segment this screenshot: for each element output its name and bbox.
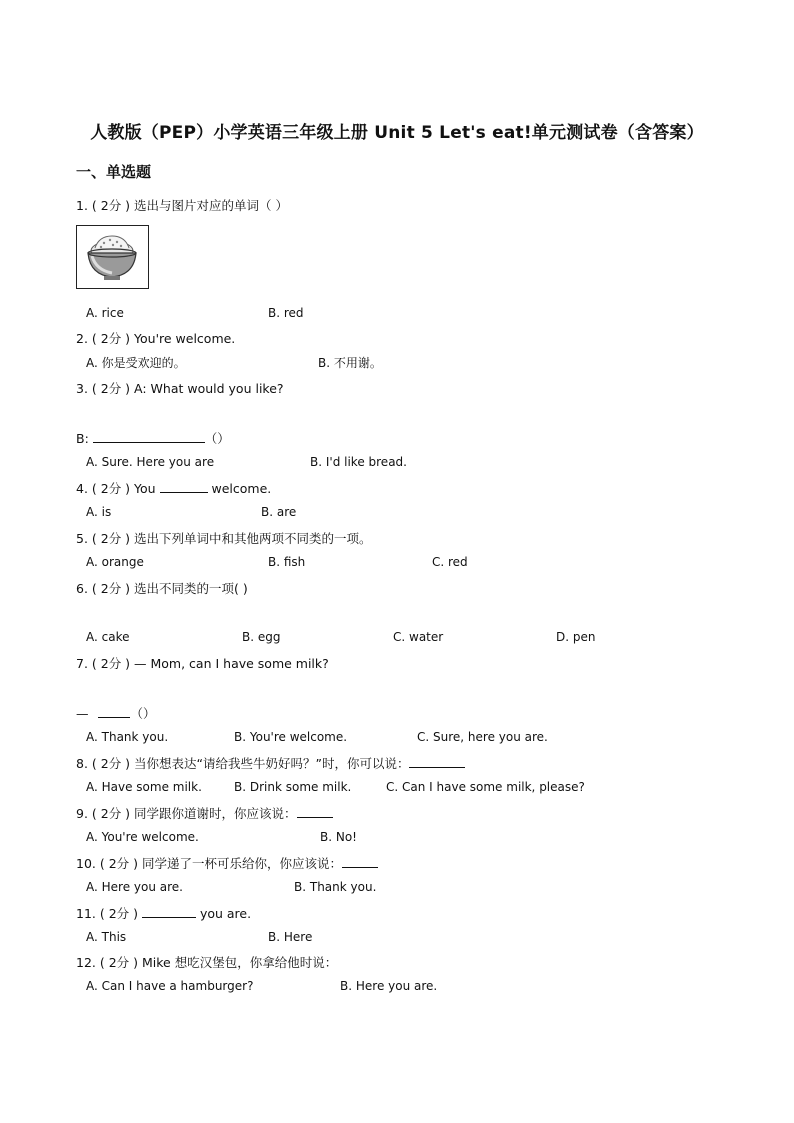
q8-option-c[interactable]: C. Can I have some milk, please?: [386, 780, 585, 794]
q11-stem-suffix: you are.: [195, 906, 252, 921]
rice-bowl-icon: [76, 225, 149, 289]
q6-option-a[interactable]: A. cake: [86, 630, 130, 644]
question-4-stem: [76, 479, 271, 497]
q1-option-a[interactable]: A. rice: [86, 306, 124, 320]
q7-answer-prefix: —: [76, 706, 93, 721]
q5-option-c[interactable]: C. red: [432, 555, 468, 569]
q8-stem-text: 8. ( 2分 ) 当你想表达“请给我些牛奶好吗？”时，你可以说：: [76, 756, 410, 771]
q3-option-a[interactable]: A. Sure. Here you are: [86, 455, 215, 469]
question-7-answer-line: [76, 704, 156, 722]
question-6-stem: 6. ( 2分 ) 选出不同类的一项( ): [76, 581, 248, 596]
q9-option-b[interactable]: B. No!: [320, 830, 357, 844]
question-9-stem: [76, 804, 333, 822]
q5-option-b[interactable]: B. fish: [268, 555, 306, 569]
q10-option-b[interactable]: B. Thank you.: [294, 880, 377, 894]
q3-answer-blank[interactable]: [93, 431, 205, 443]
q7-option-a[interactable]: A. Thank you.: [86, 730, 169, 744]
question-3-stem: 3. ( 2分 ) A: What would you like?: [76, 381, 284, 396]
q7-option-c[interactable]: C. Sure, here you are.: [417, 730, 548, 744]
q10-option-a[interactable]: A. Here you are.: [86, 880, 183, 894]
q11-option-b[interactable]: B. Here: [268, 930, 313, 944]
question-5-stem: 5. ( 2分 ) 选出下列单词中和其他两项不同类的一项。: [76, 531, 372, 546]
q3-answer-suffix: （）: [204, 431, 230, 446]
q12-option-b[interactable]: B. Here you are.: [340, 979, 438, 993]
question-12-stem: 12. ( 2分 ) Mike 想吃汉堡包，你拿给他时说：: [76, 955, 338, 970]
q4-stem-prefix: 4. ( 2分 ) You: [76, 481, 160, 496]
q7-answer-blank[interactable]: [98, 706, 130, 718]
q9-stem-text: 9. ( 2分 ) 同学跟你道谢时，你应该说：: [76, 806, 297, 821]
q11-blank[interactable]: [142, 906, 196, 918]
question-1-stem: 1. ( 2分 ) 选出与图片对应的单词（ ）: [76, 198, 289, 213]
q8-option-a[interactable]: A. Have some milk.: [86, 780, 202, 794]
question-11-stem: [76, 904, 251, 922]
q4-blank[interactable]: [160, 481, 208, 493]
q8-blank[interactable]: [409, 756, 465, 768]
q5-option-a[interactable]: A. orange: [86, 555, 144, 569]
q4-option-b[interactable]: B. are: [261, 505, 297, 519]
q6-option-c[interactable]: C. water: [393, 630, 444, 644]
q4-option-a[interactable]: A. is: [86, 505, 112, 519]
question-8-stem: [76, 754, 465, 772]
q9-blank[interactable]: [297, 806, 333, 818]
q6-option-d[interactable]: D. pen: [556, 630, 596, 644]
q7-option-b[interactable]: B. You're welcome.: [234, 730, 348, 744]
q6-option-b[interactable]: B. egg: [242, 630, 281, 644]
q1-option-b[interactable]: B. red: [268, 306, 304, 320]
q3-answer-prefix: B:: [76, 431, 93, 446]
q2-option-b[interactable]: B. 不用谢。: [318, 356, 382, 370]
q2-option-a[interactable]: A. 你是受欢迎的。: [86, 356, 186, 370]
q12-option-a[interactable]: A. Can I have a hamburger?: [86, 979, 254, 993]
question-2-stem: 2. ( 2分 ) You're welcome.: [76, 331, 236, 346]
question-10-stem: [76, 854, 378, 872]
question-7-stem: 7. ( 2分 ) — Mom, can I have some milk?: [76, 656, 329, 671]
section-heading: 一、单选题: [76, 163, 152, 181]
q4-stem-suffix: welcome.: [207, 481, 272, 496]
q11-option-a[interactable]: A. This: [86, 930, 127, 944]
q9-option-a[interactable]: A. You're welcome.: [86, 830, 199, 844]
page-title: 人教版（PEP）小学英语三年级上册 Unit 5 Let's eat!单元测试卷（含答案）: [90, 123, 704, 143]
q11-stem-prefix: 11. ( 2分 ): [76, 906, 142, 921]
q10-blank[interactable]: [342, 856, 378, 868]
q8-option-b[interactable]: B. Drink some milk.: [234, 780, 352, 794]
q10-stem-text: 10. ( 2分 ) 同学递了一杯可乐给你，你应该说：: [76, 856, 342, 871]
q3-option-b[interactable]: B. I'd like bread.: [310, 455, 407, 469]
q7-answer-suffix: （）: [130, 706, 156, 721]
question-3-answer-line: [76, 429, 230, 447]
